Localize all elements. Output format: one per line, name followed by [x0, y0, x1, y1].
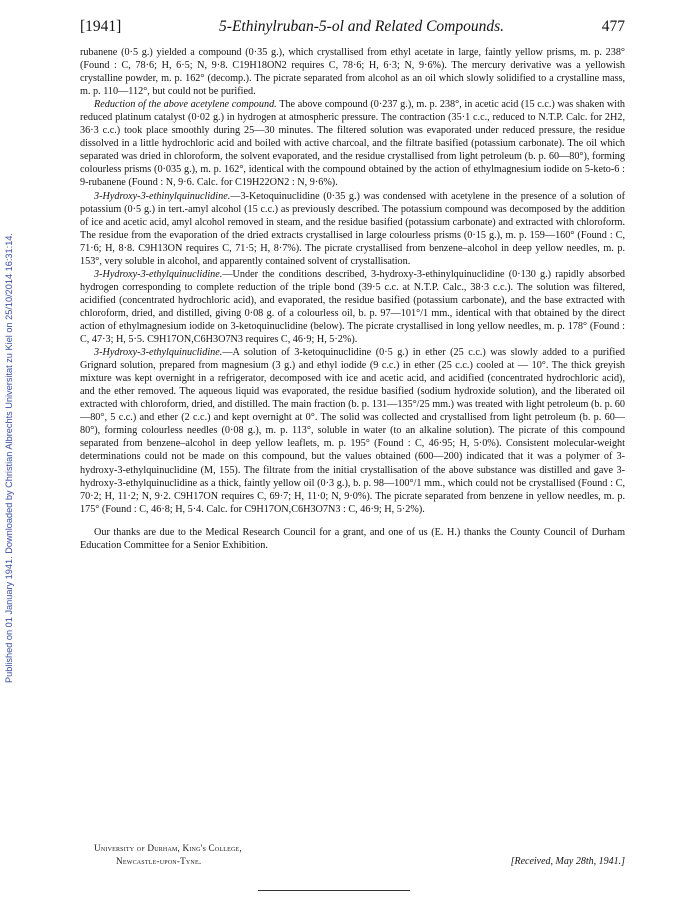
header-title: 5-Ethinylruban-5-ol and Related Compounds. [219, 18, 505, 35]
section-heading: 3-Hydroxy-3-ethylquinuclidine. [94, 268, 223, 280]
paragraph-text: —Under the conditions described, 3-hydroxy-3-ethinylquinuclidine (0·130 g.) rapidly absorbed hydrogen corresponding to complete reduction of the triple bond (39·5 c.c. at N.T.P. Calc., 38·3 c.c.). The solution was filtered, acidified (concentrated hydrochloric acid), and evaporated, the residue basified (potassium carbonate), and the base extracted with chloroform, dried, and distilled, giving 0·08 g. of a colourless oil, b. p. 97—101°/1 mm., identical with that obtained by the direct action of ethylmagnesium iodide on 3-ketoquinuclidine (below). The picrate crystallised in long yellow needles, m. p. 178° (Found : C, 47·3; H, 5·5. C9H17ON,C6H3O7N3 requires C, 46·9; H, 5·2%). [80, 268, 625, 346]
paragraph-text: —A solution of 3-ketoquinuclidine (0·5 g.) in ether (25 c.c.) was slowly added to a purified Grignard solution, prepared from magnesium (3 g.) and ethyl iodide (9 c.c.) in ether (25 c.c.) cooled at — 10°. The thick greyish mixture was kept overnight in a refrigerator, decomposed with ice and acetic acid, and acidified (concentrated hydrochloric acid), and the ether removed. The aqueous liquid was evaporated, the residue basified (sodium hydroxide solution), and the liberated oil extracted with chloroform, dried, and distilled. The main fraction (b. p. 131—135°/25 mm.) was treated with light petroleum (b. p. 60—80°, 5 c.c.) and ether (2 c.c.) and kept overnight at 0°. The solid was collected and crystallised from light petroleum (b. p. 60—80°), forming colourless needles (0·08 g.), m. p. 113°, soluble in water (to an alkaline solution). The picrate of this compound separated from benzene–alcohol in deep yellow leaflets, m. p. 195° (Found : C, 46·95; H, 5·0%). Consistent molecular-weight determinations could not be made on this compound, but the values obtained (600—200) indicated that it was a polymer of 3-hydroxy-3-ethylquinuclidine (M, 155). The filtrate from the initial crystallisation of the above substance was distilled and gave 3-hydroxy-3-ethylquinuclidine as a thick, faintly yellow oil (0·3 g.), b. p. 98—100°/1 mm., which could not be crystallised (Found : C, 70·2; H, 11·2; N, 9·2. C9H17ON requires C, 69·7; H, 11·0; N, 9·0%). The picrate separated from benzene in yellow needles, m. p. 175° (Found : C, 46·8; H, 5·4. Calc. for C9H17ON,C6H3O7N3 : C, 46·9; H, 5·2%). [80, 347, 625, 515]
paragraph-continuation [80, 46, 625, 98]
article-body [80, 46, 625, 552]
header-year: [1941] [80, 18, 122, 35]
end-rule [258, 890, 410, 891]
paragraph-text: —3-Ketoquinuclidine (0·35 g.) was condensed with acetylene in the presence of a solution of potassium (0·5 g.) in tert.-amyl alcohol (15 c.c.) as previously described. The potassium compound was decomposed by the addition of ice and acetic acid, amyl alcohol removed in steam, and the residue basified (potassium carbonate) and extracted with chloroform. The residue from the evaporation of the dried extracts crystallised in large colourless prisms (0·15 g.), m. p. 159—160° (Found : C, 71·6; H, 8·8. C9H13ON requires C, 71·5; H, 8·7%). The picrate crystallised from benzene–alcohol in deep yellow needles, m. p. 153°, very soluble in alcohol, and apparently contained solvent of crystallisation. [80, 190, 625, 267]
affiliation-block [80, 843, 625, 873]
received-date: [Received, May 28th, 1941.] [510, 856, 625, 867]
acknowledgement-text: Our thanks are due to the Medical Research Council for a grant, and one of us (E. H.) thanks the County Council of Durham Education Committee for a Senior Exhibition. [80, 526, 625, 551]
paragraph-ethylquinuclidine-1 [80, 268, 625, 346]
institution-line-2: Newcastle-upon-Tyne. [116, 856, 202, 866]
section-heading: Reduction of the above acetylene compound. [94, 99, 277, 111]
paragraph-reduction [80, 98, 625, 189]
paragraph-ethinylquinuclidine [80, 190, 625, 268]
download-watermark: Published on 01 January 1941. Downloaded by Christian Albrechts Universitat zu Kiel on 25/10/2014 16:31:14. [4, 233, 14, 683]
section-heading: 3-Hydroxy-3-ethylquinuclidine. [94, 347, 223, 359]
section-heading: 3-Hydroxy-3-ethinylquinuclidine. [94, 190, 231, 202]
running-header [80, 18, 625, 40]
paragraph-text: The above compound (0·237 g.), m. p. 238°, in acetic acid (15 c.c.) was shaken with reduced platinum catalyst (0·02 g.) in hydrogen at atmospheric pressure. The contraction (35·1 c.c., reduced to N.T.P. Calc. for 2H2, 36·3 c.c.) took place smoothly during 25—30 minutes. The filtered solution was evaporated under reduced pressure, the residue dissolved in a little hydrochloric acid and boiled with active charcoal, and the filtrate basified (potassium carbonate). The oil which separated was dried in chloroform, the solvent evaporated, and the residue crystallised from light petroleum (b. p. 60—80°), forming colourless prisms (0·035 g.), m. p. 162°, identical with the compound obtained by the action of ethylmagnesium iodide on 5-keto-6 : 9-rubanene (Found : N, 9·6. Calc. for C19H22ON2 : N, 9·6%). [80, 99, 625, 189]
paragraph-ethylquinuclidine-2 [80, 346, 625, 516]
institution-line-1: University of Durham, King's College, [94, 843, 242, 853]
acknowledgement [80, 526, 625, 552]
paragraph-text: rubanene (0·5 g.) yielded a compound (0·35 g.), which crystallised from ethyl acetate in large, faintly yellow prisms, m. p. 238° (Found : C, 78·6; H, 6·5; N, 9·8. C19H18ON2 requires C, 78·6; H, 6·3; N, 9·6%). The mercury derivative was a yellowish crystalline powder, m. p. 162° (decomp.). The picrate separated from alcohol as an oil which slowly solidified to a crystalline mass, m. p. 110—112°, but could not be purified. [80, 47, 625, 98]
page-number: 477 [601, 18, 625, 35]
